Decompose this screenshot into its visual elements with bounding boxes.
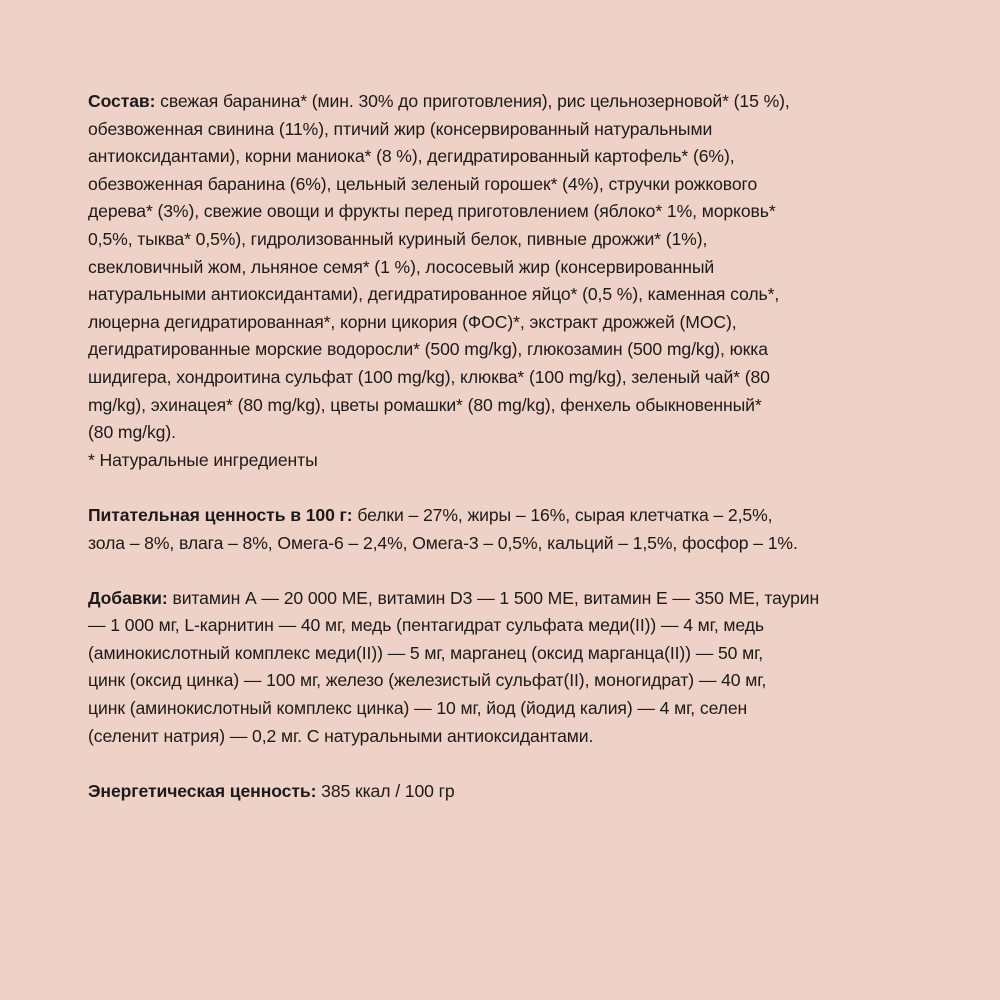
- additives-text: витамин А — 20 000 МЕ, витамин D3 — 1 500 МЕ, витамин Е — 350 МЕ, таурин: [167, 587, 820, 608]
- additives-line: цинк (оксид цинка) — 100 мг, железо (железистый сульфат(II), моногидрат) — 40 мг,: [88, 670, 767, 691]
- nutrition-text: белки – 27%, жиры – 16%, сырая клетчатка – 2,5%,: [352, 504, 773, 525]
- additives-section: [88, 585, 940, 751]
- composition-text: свежая баранина* (мин. 30% до приготовления), рис цельнозерновой* (15 %),: [155, 91, 790, 111]
- composition-line: дегидратированные морские водоросли* (500 mg/kg), глюкозамин (500 mg/kg), юкка: [88, 339, 768, 360]
- composition-line: обезвоженная свинина (11%), птичий жир (консервированный натуральными: [88, 118, 713, 139]
- composition-line: свекловичный жом, льняное семя* (1 %), лососевый жир (консервированный: [88, 256, 715, 277]
- nutrition-line: [88, 502, 940, 530]
- composition-footnote: * Натуральные ингредиенты: [88, 449, 318, 470]
- composition-section: [88, 88, 940, 474]
- composition-line: люцерна дегидратированная*, корни цикория (ФОС)*, экстракт дрожжей (МОС),: [88, 311, 737, 332]
- additives-line: [88, 585, 940, 613]
- composition-line: [88, 88, 940, 116]
- section-spacer: [88, 557, 940, 585]
- composition-label: Состав:: [88, 91, 156, 111]
- additives-label: Добавки:: [88, 587, 168, 608]
- additives-line: (селенит натрия) — 0,2 мг. С натуральными антиоксидантами.: [88, 725, 594, 746]
- composition-line: натуральными антиоксидантами), дегидратированное яйцо* (0,5 %), каменная соль*,: [88, 284, 780, 305]
- composition-line: (80 mg/kg).: [88, 422, 176, 443]
- energy-label: Энергетическая ценность:: [88, 780, 317, 801]
- nutrition-label: Питательная ценность в 100 г:: [88, 504, 353, 525]
- additives-line: — 1 000 мг, L-карнитин — 40 мг, медь (пентагидрат сульфата меди(II)) — 4 мг, медь: [88, 615, 764, 636]
- composition-line: дерева* (3%), свежие овощи и фрукты перед приготовлением (яблоко* 1%, морковь*: [88, 201, 776, 222]
- composition-line: 0,5%, тыква* 0,5%), гидролизованный куриный белок, пивные дрожжи* (1%),: [88, 228, 708, 249]
- composition-line: mg/kg), эхинацея* (80 mg/kg), цветы ромашки* (80 mg/kg), фенхель обыкновенный*: [88, 394, 762, 415]
- section-spacer: [88, 750, 940, 778]
- nutrition-line: зола – 8%, влага – 8%, Омега-6 – 2,4%, Омега-3 – 0,5%, кальций – 1,5%, фосфор – 1%.: [88, 532, 798, 553]
- section-spacer: [88, 474, 940, 502]
- energy-line: [88, 778, 940, 806]
- additives-line: цинк (аминокислотный комплекс цинка) — 10 мг, йод (йодид калия) — 4 мг, селен: [88, 698, 748, 719]
- energy-section: [88, 778, 940, 806]
- composition-line: шидигера, хондроитина сульфат (100 mg/kg), клюква* (100 mg/kg), зеленый чай* (80: [88, 366, 770, 387]
- additives-line: (аминокислотный комплекс меди(II)) — 5 мг, марганец (оксид марганца(II)) — 50 мг,: [88, 642, 764, 663]
- composition-line: антиоксидантами), корни маниока* (8 %), дегидратированный картофель* (6%),: [88, 146, 735, 167]
- nutrition-section: [88, 502, 940, 557]
- composition-line: обезвоженная баранина (6%), цельный зеленый горошек* (4%), стручки рожкового: [88, 173, 758, 194]
- energy-value: 385 ккал / 100 гр: [316, 780, 455, 801]
